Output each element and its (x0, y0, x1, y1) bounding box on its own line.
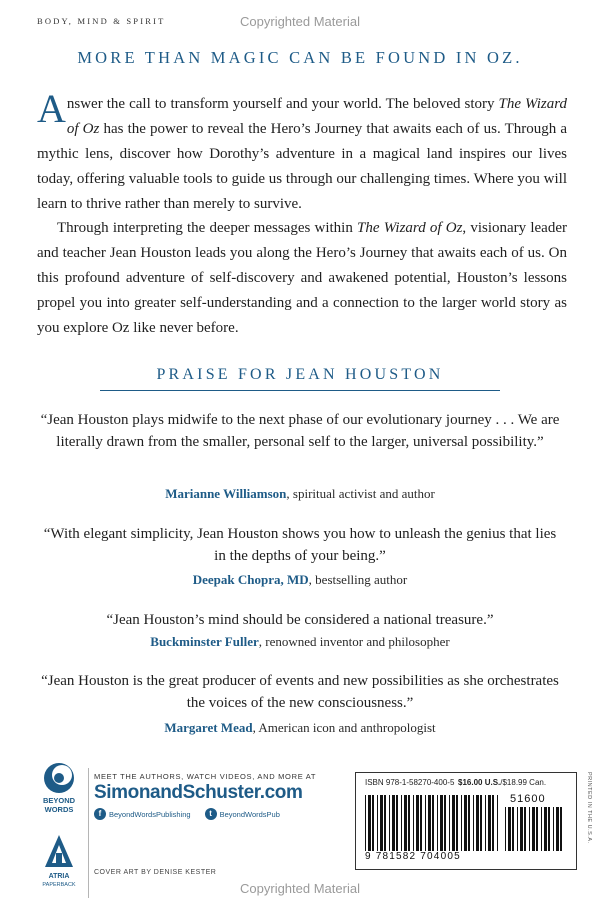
barcode-stripe (389, 795, 390, 851)
barcode-stripe (396, 795, 398, 851)
barcode-stripe (520, 807, 523, 851)
barcode-stripe (384, 795, 386, 851)
praise-attribution (40, 634, 560, 650)
barcode-number: 9 781582 704005 (365, 851, 461, 862)
barcode-stripe (440, 795, 443, 851)
praise-heading: PRAISE FOR JEAN HOUSTON (156, 366, 444, 383)
blurb-paragraph-2 (37, 216, 567, 341)
barcode-stripe (416, 795, 419, 851)
quote-role: , American icon and anthropologist (252, 720, 436, 735)
barcode-stripe (524, 807, 526, 851)
barcode-stripe (456, 795, 458, 851)
barcode-stripe (548, 807, 550, 851)
facebook-handle[interactable]: BeyondWordsPublishing (109, 809, 191, 819)
words-label: WORDS (44, 805, 74, 814)
praise-divider (100, 390, 500, 391)
barcode-stripe (541, 807, 542, 851)
blurb-text: , visionary leader and teacher Jean Houston leads you along the Hero’s Journey that awaits each of us. On this profound adventure of self-discovery and awakened potential, Houston’s lessons propel you into greater self-understanding and a connection to the larger world story as you explore Oz like never before. (37, 220, 567, 336)
barcode-stripe (476, 795, 479, 851)
barcode-stripe (372, 795, 374, 851)
barcode-stripe (505, 807, 506, 851)
barcode-stripe (444, 795, 446, 851)
price-can: /$18.99 Can. (500, 778, 547, 787)
barcode-stripe (413, 795, 414, 851)
price-us: $16.00 U.S. (458, 778, 501, 787)
barcode-stripe (497, 795, 498, 851)
praise-quote: “With elegant simplicity, Jean Houston shows you how to unleash the genius that lies in the depths of your being.” (43, 526, 557, 564)
barcode-stripe (452, 795, 455, 851)
blurb-paragraph-1 (37, 86, 568, 217)
divider-line (88, 768, 89, 898)
barcode-stripe (468, 795, 470, 851)
barcode-stripe (461, 795, 462, 851)
website-link[interactable]: SimonandSchuster.com (94, 782, 303, 803)
praise-quote: “Jean Houston is the great producer of events and new possibilities as she orchestrates the voices of the new consciousness.” (41, 673, 559, 711)
barcode-stripe (428, 795, 431, 851)
barcode-stripe (404, 795, 407, 851)
praise-attribution (40, 720, 560, 736)
headline: MORE THAN MAGIC CAN BE FOUND IN OZ. (77, 48, 523, 67)
beyond-words-swirl-logo (37, 760, 81, 820)
barcode-stripe (560, 807, 562, 851)
barcode-stripe (553, 807, 554, 851)
book-title: The Wizard of Oz (357, 220, 463, 236)
barcode-stripe (488, 795, 491, 851)
barcode-stripe (485, 795, 486, 851)
watermark-bottom: Copyrighted Material (240, 881, 360, 896)
barcode-stripe (449, 795, 450, 851)
quote-author: Marianne Williamson (165, 486, 287, 501)
barcode-stripe (365, 795, 366, 851)
blurb-text: nswer the call to transform yourself and your world. The beloved story (66, 96, 499, 112)
cover-art-credit: COVER ART BY DENISE KESTER (94, 869, 217, 876)
praise-quote: “Jean Houston’s mind should be considered a national treasure.” (106, 612, 494, 628)
quote-role: , renowned inventor and philosopher (258, 634, 450, 649)
quote-role: , spiritual activist and author (286, 486, 435, 501)
barcode-stripe (464, 795, 467, 851)
category-label: BODY, MIND & SPIRIT (37, 16, 166, 26)
barcode-stripe (437, 795, 438, 851)
barcode-stripe (425, 795, 426, 851)
barcode-stripe (492, 795, 494, 851)
blurb-text: has the power to reveal the Hero’s Journey that awaits each of us. Through a mythic lens, discover how Dorothy’s adventure in a magical land inspires our lives today, offering valuable tools to guide us through our challenging times. Where you will learn to thrive rather than merely to survive. (37, 121, 568, 212)
barcode-stripe (512, 807, 514, 851)
quote-role: , bestselling author (308, 572, 408, 587)
blurb-text: Through interpreting the deeper messages within (57, 220, 358, 236)
price-text (458, 778, 546, 787)
twitter-icon: t (205, 808, 217, 820)
praise-quote: “Jean Houston plays midwife to the next phase of our evolutionary journey . . . We are literally drawn from the smaller, personal self to the larger, universal possibility.” (40, 412, 560, 450)
barcode-stripe (368, 795, 371, 851)
price-barcode (505, 807, 565, 851)
barcode-stripe (380, 795, 383, 851)
barcode-stripe (377, 795, 378, 851)
printed-in-usa: PRINTED IN THE U.S.A. (586, 772, 592, 844)
barcode-stripe (473, 795, 474, 851)
barcode-stripe (536, 807, 538, 851)
barcode-stripe (517, 807, 518, 851)
barcode-stripe (432, 795, 434, 851)
quote-author: Deepak Chopra, MD (192, 572, 309, 587)
barcode-stripe (392, 795, 395, 851)
social-links (94, 808, 280, 820)
twitter-handle[interactable]: BeyondWordsPub (219, 809, 280, 819)
drop-cap: A (37, 86, 66, 131)
beyond-label: BEYOND (42, 796, 76, 805)
barcode-stripe (556, 807, 559, 851)
barcode-stripe (480, 795, 482, 851)
price-code: 51600 (510, 793, 546, 805)
facebook-icon: f (94, 808, 106, 820)
barcode-stripe (529, 807, 530, 851)
paperback-label: PAPERBACK (42, 882, 76, 888)
atria-label: ATRIA (48, 873, 70, 880)
praise-attribution (40, 486, 560, 502)
barcode-stripe (544, 807, 547, 851)
quote-author: Buckminster Fuller (150, 634, 259, 649)
barcode-stripe (508, 807, 511, 851)
watermark-top: Copyrighted Material (240, 14, 360, 29)
barcode-stripe (420, 795, 422, 851)
praise-attribution (40, 572, 560, 588)
isbn-text: ISBN 978-1-58270-400-5 (365, 778, 455, 787)
barcode (365, 795, 500, 851)
barcode-stripe (401, 795, 402, 851)
barcode-stripe (532, 807, 535, 851)
barcode-stripe (408, 795, 410, 851)
meet-authors-text: MEET THE AUTHORS, WATCH VIDEOS, AND MORE AT (94, 772, 317, 781)
quote-author: Margaret Mead (164, 720, 253, 735)
book-title: The Wizard of Oz (66, 96, 567, 137)
